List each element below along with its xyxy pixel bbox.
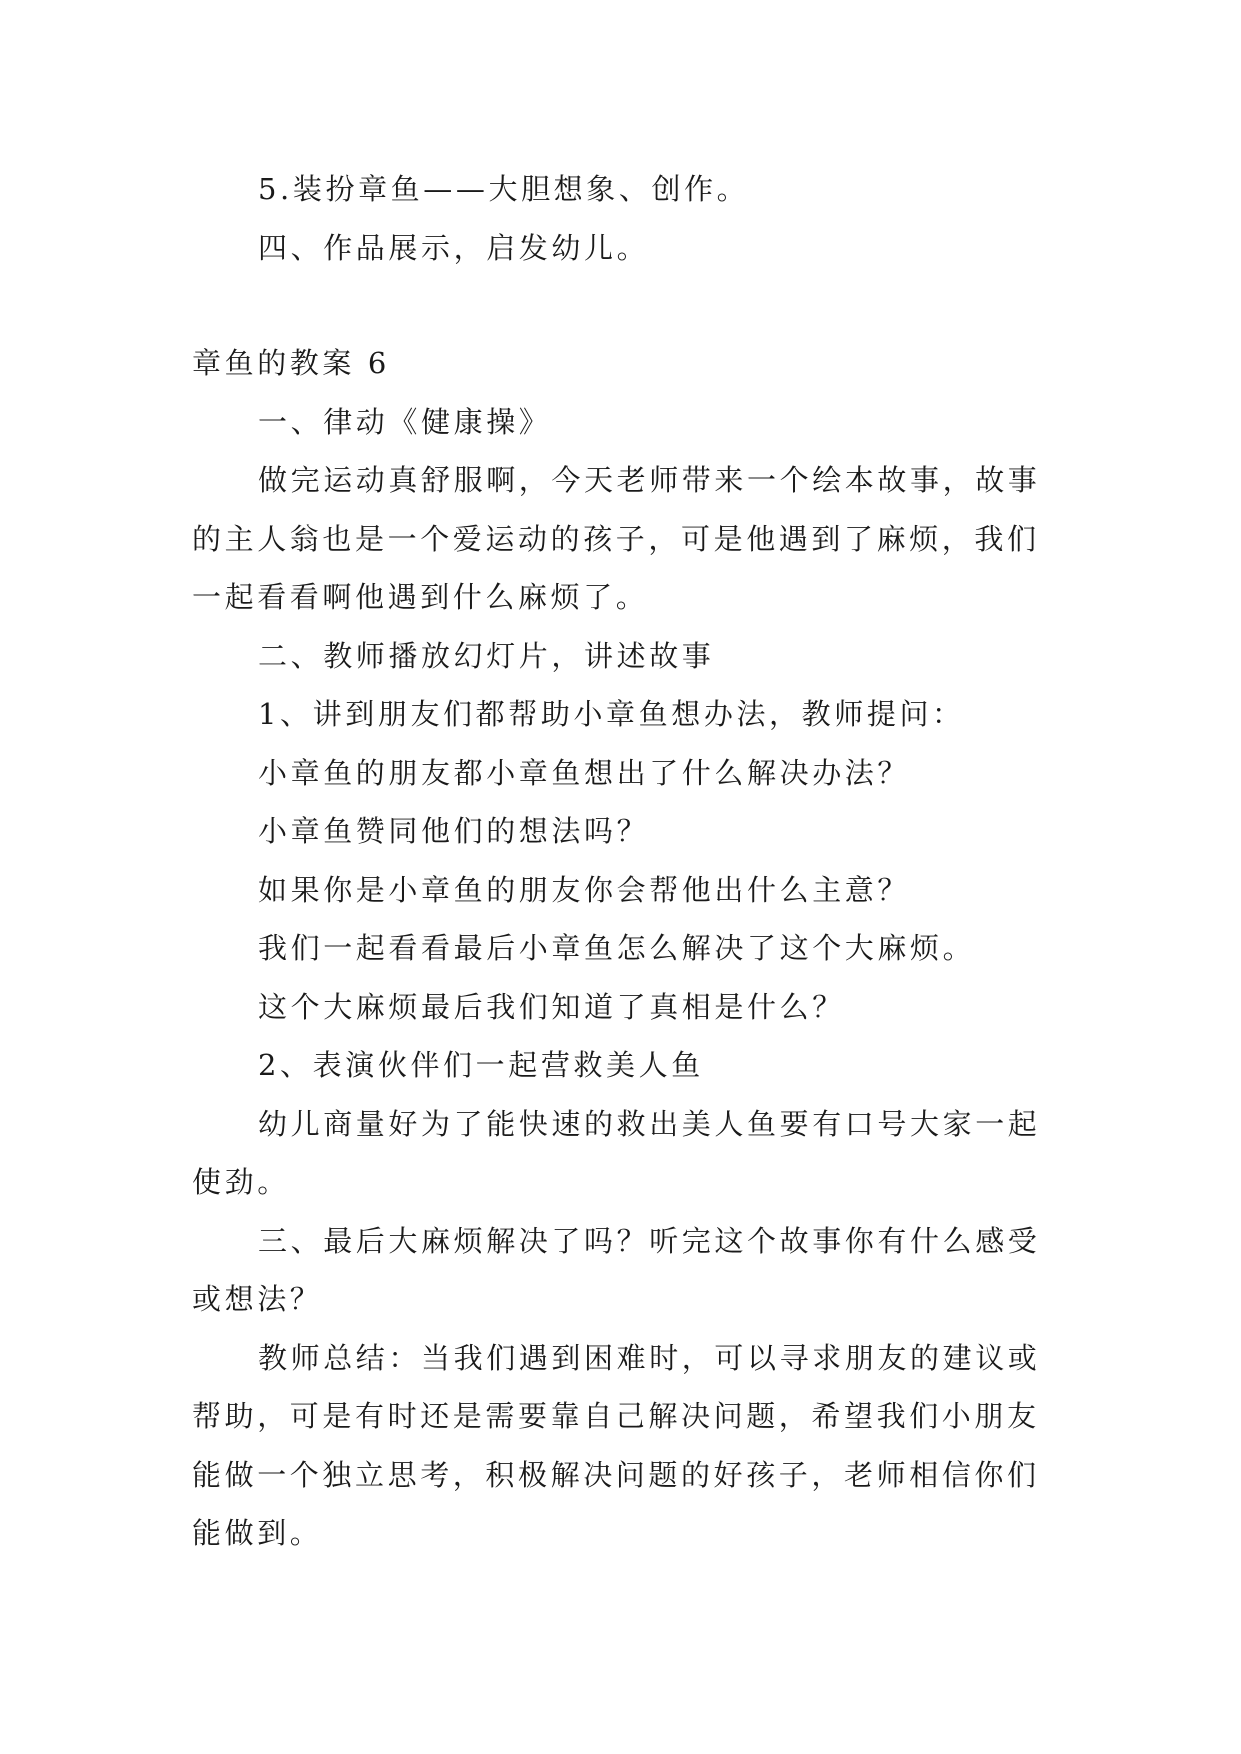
- paragraph: 幼儿商量好为了能快速的救出美人鱼要有口号大家一起使劲。: [192, 1106, 1041, 1199]
- main-section: [192, 334, 1052, 1563]
- paragraph: 教师总结：当我们遇到困难时，可以寻求朋友的建议或帮助，可是有时还是需要靠自己解决问题，希望我们小朋友能做一个独立思考，积极解决问题的好孩子，老师相信你们能做到。: [192, 1340, 1041, 1550]
- section-title: 章鱼的教案 6: [192, 346, 390, 380]
- paragraph: 如果你是小章鱼的朋友你会帮他出什么主意？: [258, 872, 911, 907]
- paragraph: 做完运动真舒服啊，今天老师带来一个绘本故事，故事的主人翁也是一个爱运动的孩子，可是他遇到了麻烦，我们一起看看啊他遇到什么麻烦了。: [192, 463, 1041, 614]
- paragraph: 二、教师播放幻灯片，讲述故事: [258, 638, 715, 673]
- paragraph: 三、最后大麻烦解决了吗？听完这个故事你有什么感受或想法？: [192, 1223, 1041, 1316]
- paragraph: 小章鱼的朋友都小章鱼想出了什么解决办法？: [258, 755, 911, 790]
- top-section: [192, 160, 1052, 277]
- paragraph: 5.装扮章鱼——大胆想象、创作。: [258, 172, 750, 206]
- paragraph: 这个大麻烦最后我们知道了真相是什么？: [258, 989, 845, 1024]
- paragraph: 2、表演伙伴们一起营救美人鱼: [258, 1048, 704, 1082]
- paragraph: 1、讲到朋友们都帮助小章鱼想办法，教师提问：: [258, 697, 965, 731]
- paragraph: 一、律动《健康操》: [258, 404, 552, 439]
- paragraph: 我们一起看看最后小章鱼怎么解决了这个大麻烦。: [258, 931, 976, 965]
- paragraph: 小章鱼赞同他们的想法吗？: [258, 814, 650, 848]
- paragraph: 四、作品展示，启发幼儿。: [258, 230, 650, 265]
